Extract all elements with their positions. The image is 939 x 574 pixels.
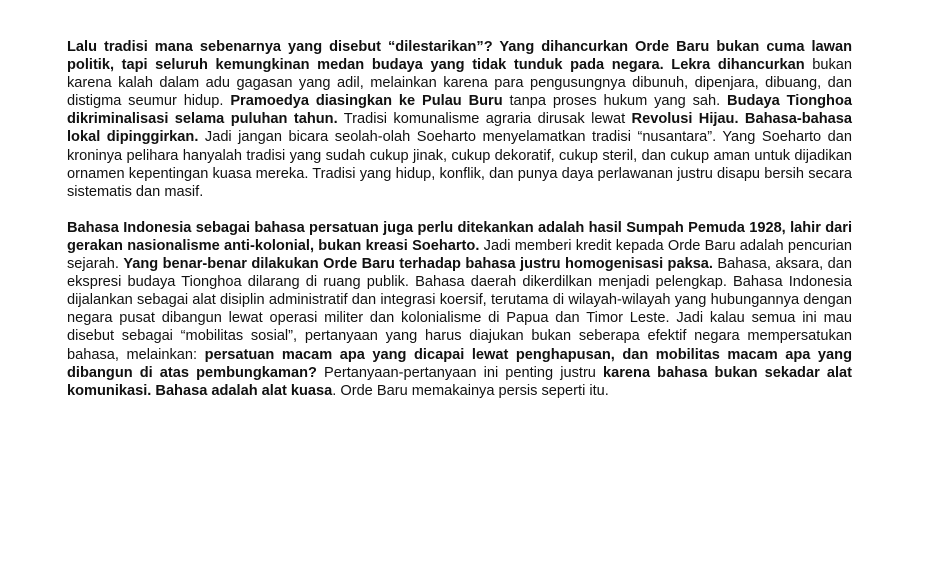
text-run: tanpa proses hukum yang sah.	[502, 93, 728, 110]
text-run: Yang benar-benar dilakukan Orde Baru terhadap bahasa justru homogenisasi paksa.	[123, 256, 713, 273]
text-run: karena bahasa bukan sekadar alat komunikasi. Bahasa adalah alat kuasa	[67, 364, 852, 399]
text-run: bukan karena kalah dalam adu gagasan yang adil, melainkan karena para pengusungnya dibunuh, dipenjara, dibuang, dan distigma seumur hidup.	[67, 57, 852, 110]
text-run: Bahasa, aksara, dan ekspresi budaya Tionghoa dilarang di ruang publik. Bahasa daerah dikerdilkan menjadi pelengkap. Bahasa Indonesia dijalankan sebagai alat disiplin administratif dan integrasi koersif, terutama di wilayah-wilayah yang hubungannya dengan negara pusat dibangun lewat operasi militer dan kolonialisme di Papua dan Timor Leste. Jadi kalau semua ini mau disebut sebagai “mobilitas sosial”, pertanyaan yang harus diajukan bukan seberapa efektif negara mempersatukan bahasa, melainkan:	[67, 256, 852, 363]
paragraph-1	[67, 38, 852, 201]
text-run: Bahasa Indonesia sebagai bahasa persatuan juga perlu ditekankan adalah hasil Sumpah Pemuda 1928, lahir dari gerakan nasionalisme anti-kolonial, bukan kreasi Soeharto.	[67, 219, 852, 254]
text-run: Jadi jangan bicara seolah-olah Soeharto menyelamatkan tradisi “nusantara”. Yang Soeharto dan kroninya pelihara hanyalah tradisi yang sudah cukup jinak, cukup dekoratif, cukup steril, dan cukup aman untuk dijadikan ornamen kepentingan kuasa mereka. Tradisi yang hidup, konflik, dan punya daya perlawanan justru disapu bersih secara sistematis dan masif.	[67, 129, 852, 200]
text-run: Pramoedya diasingkan ke Pulau Buru	[230, 93, 503, 110]
document-body	[67, 38, 852, 400]
text-run: . Orde Baru memakainya persis seperti itu.	[332, 382, 609, 399]
text-run: Lalu tradisi mana sebenarnya yang disebut “dilestarikan”? Yang dihancurkan Orde Baru bukan cuma lawan politik, tapi seluruh kemungkinan medan budaya yang tidak tunduk pada negara. Lekra dihancurkan	[67, 39, 852, 74]
text-run: persatuan macam apa yang dicapai lewat penghapusan, dan mobilitas macam apa yang dibangun di atas pembungkaman?	[67, 346, 852, 381]
text-run: Pertanyaan-pertanyaan ini penting justru	[316, 364, 604, 381]
text-run: Revolusi Hijau. Bahasa-bahasa lokal dipinggirkan.	[67, 111, 852, 146]
text-run: Jadi memberi kredit kepada Orde Baru adalah pencurian sejarah.	[67, 237, 852, 273]
text-run: Tradisi komunalisme agraria dirusak lewat	[337, 111, 632, 128]
paragraph-2	[67, 219, 852, 400]
text-run: Budaya Tionghoa dikriminalisasi selama puluhan tahun.	[67, 93, 853, 128]
